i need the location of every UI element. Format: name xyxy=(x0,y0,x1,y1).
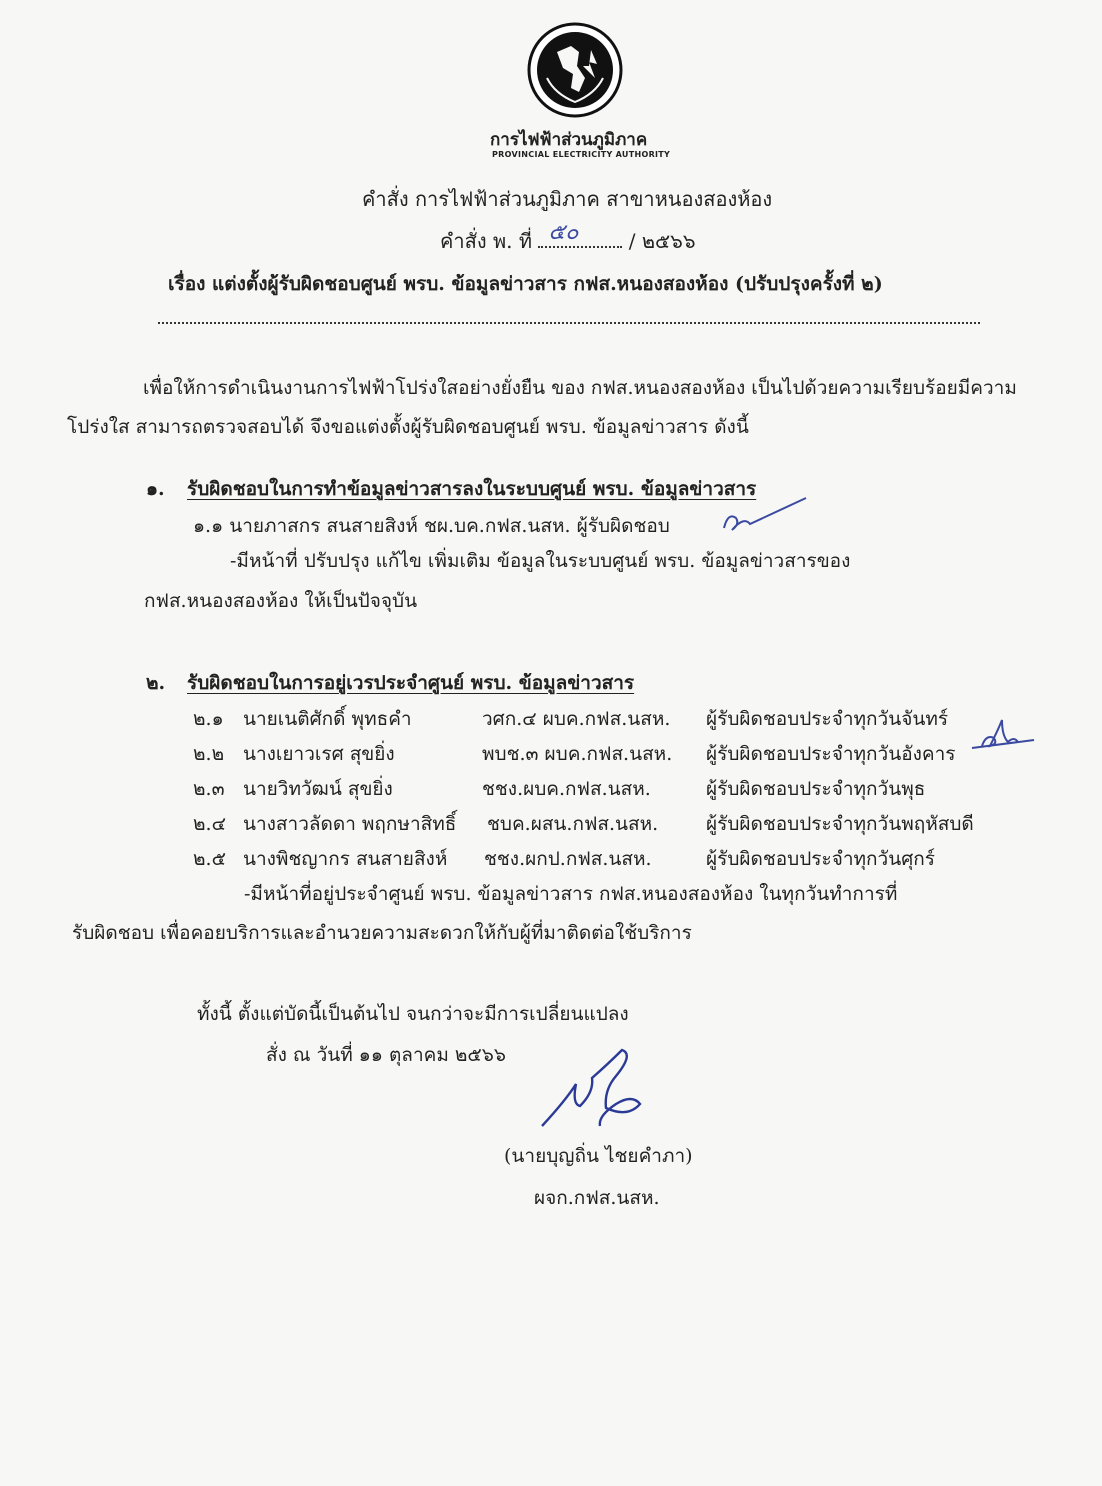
roster-duty: ผู้รับผิดชอบประจำทุกวันศุกร์ xyxy=(706,848,935,870)
roster-position: พบช.๓ ผบค.กฟส.นสห. xyxy=(482,743,673,765)
order-number-blank xyxy=(538,220,622,248)
section-1-duty-line-1: -มีหน้าที่ ปรับปรุง แก้ไข เพิ่มเติม ข้อมูลในระบบศูนย์ พรบ. ข้อมูลข่าวสารของ xyxy=(230,550,851,572)
section-2-duty-line-2: รับผิดชอบ เพื่อคอยบริการและอำนวยความสะดวกให้กับผู้ที่มาติดต่อใช้บริการ xyxy=(72,922,692,944)
org-name-thai: การไฟฟ้าส่วนภูมิภาค xyxy=(490,130,648,150)
initials-signature-2 xyxy=(968,716,1038,756)
roster-number: ๒.๔ xyxy=(193,813,226,835)
order-number-suffix: / ๒๕๖๖ xyxy=(628,229,696,253)
roster-name: นางเยาวเรศ สุขยิ่ง xyxy=(243,743,395,765)
roster-name: นางพิชญากร สนสายสิงห์ xyxy=(243,848,448,870)
roster-position: ชบค.ผสน.กฟส.นสห. xyxy=(487,813,659,835)
order-number-handwritten: ๕๐ xyxy=(548,220,579,245)
roster-position: ชชง.ผกป.กฟส.นสห. xyxy=(484,848,652,870)
roster-name: นางสาวลัดดา พฤกษาสิทธิ์ xyxy=(243,813,457,835)
roster-duty: ผู้รับผิดชอบประจำทุกวันอังคาร xyxy=(706,743,956,765)
closing-date: สั่ง ณ วันที่ ๑๑ ตุลาคม ๒๕๖๖ xyxy=(266,1044,506,1066)
title-divider xyxy=(158,322,980,324)
roster-position: วศก.๔ ผบค.กฟส.นสห. xyxy=(482,708,671,730)
manager-signature xyxy=(536,1044,648,1136)
intro-line-2: โปร่งใส สามารถตรวจสอบได้ จึงขอแต่งตั้งผู้รับผิดชอบศูนย์ พรบ. ข้อมูลข่าวสาร ดังนี้ xyxy=(67,416,749,438)
roster-number: ๒.๕ xyxy=(193,848,226,870)
roster-duty: ผู้รับผิดชอบประจำทุกวันพฤหัสบดี xyxy=(706,813,974,835)
section-2-heading: รับผิดชอบในการอยู่เวรประจำศูนย์ พรบ. ข้อมูลข่าวสาร xyxy=(187,672,635,694)
order-subject: เรื่อง แต่งตั้งผู้รับผิดชอบศูนย์ พรบ. ข้อมูลข่าวสาร กฟส.หนองสองห้อง (ปรับปรุงครั้งที่ ๒) xyxy=(168,273,883,295)
pea-seal-logo xyxy=(527,22,623,118)
roster-number: ๒.๒ xyxy=(193,743,225,765)
roster-number: ๒.๑ xyxy=(193,708,224,730)
closing-effective-line: ทั้งนี้ ตั้งแต่บัดนี้เป็นต้นไป จนกว่าจะมีการเปลี่ยนแปลง xyxy=(197,1003,629,1025)
section-2-number: ๒. xyxy=(146,672,166,694)
section-2-duty-line-1: -มีหน้าที่อยู่ประจำศูนย์ พรบ. ข้อมูลข่าวสาร กฟส.หนองสองห้อง ในทุกวันทำการที่ xyxy=(244,883,898,905)
roster-number: ๒.๓ xyxy=(193,778,225,800)
order-title: คำสั่ง การไฟฟ้าส่วนภูมิภาค สาขาหนองสองห้อง xyxy=(362,187,773,211)
roster-name: นายวิทวัฒน์ สุขยิ่ง xyxy=(243,778,393,800)
section-1-item: ๑.๑ นายภาสกร สนสายสิงห์ ชผ.บค.กฟส.นสห. ผู้รับผิดชอบ xyxy=(193,515,670,537)
order-number-prefix: คำสั่ง พ. ที่ xyxy=(440,229,533,253)
roster-position: ชชง.ผบค.กฟส.นสห. xyxy=(482,778,651,800)
initials-signature-1 xyxy=(718,494,810,540)
signer-title: ผจก.กฟส.นสห. xyxy=(534,1187,660,1209)
section-1-heading: รับผิดชอบในการทำข้อมูลข่าวสารลงในระบบศูนย์ พรบ. ข้อมูลข่าวสาร xyxy=(187,478,757,500)
org-name-english: PROVINCIAL ELECTRICITY AUTHORITY xyxy=(492,150,671,159)
section-1-duty-line-2: กฟส.หนองสองห้อง ให้เป็นปัจจุบัน xyxy=(144,590,418,612)
section-1-number: ๑. xyxy=(146,478,165,500)
roster-duty: ผู้รับผิดชอบประจำทุกวันจันทร์ xyxy=(706,708,949,730)
roster-duty: ผู้รับผิดชอบประจำทุกวันพุธ xyxy=(706,778,926,800)
signer-name: (นายบุญถิ่น ไชยคำภา) xyxy=(504,1145,693,1167)
order-number xyxy=(440,220,696,257)
roster-name: นายเนติศักดิ์ พุทธคำ xyxy=(243,708,412,730)
intro-line-1: เพื่อให้การดำเนินงานการไฟฟ้าโปร่งใสอย่างยั่งยืน ของ กฟส.หนองสองห้อง เป็นไปด้วยความเรียบร้อยมีความ xyxy=(143,377,1017,399)
